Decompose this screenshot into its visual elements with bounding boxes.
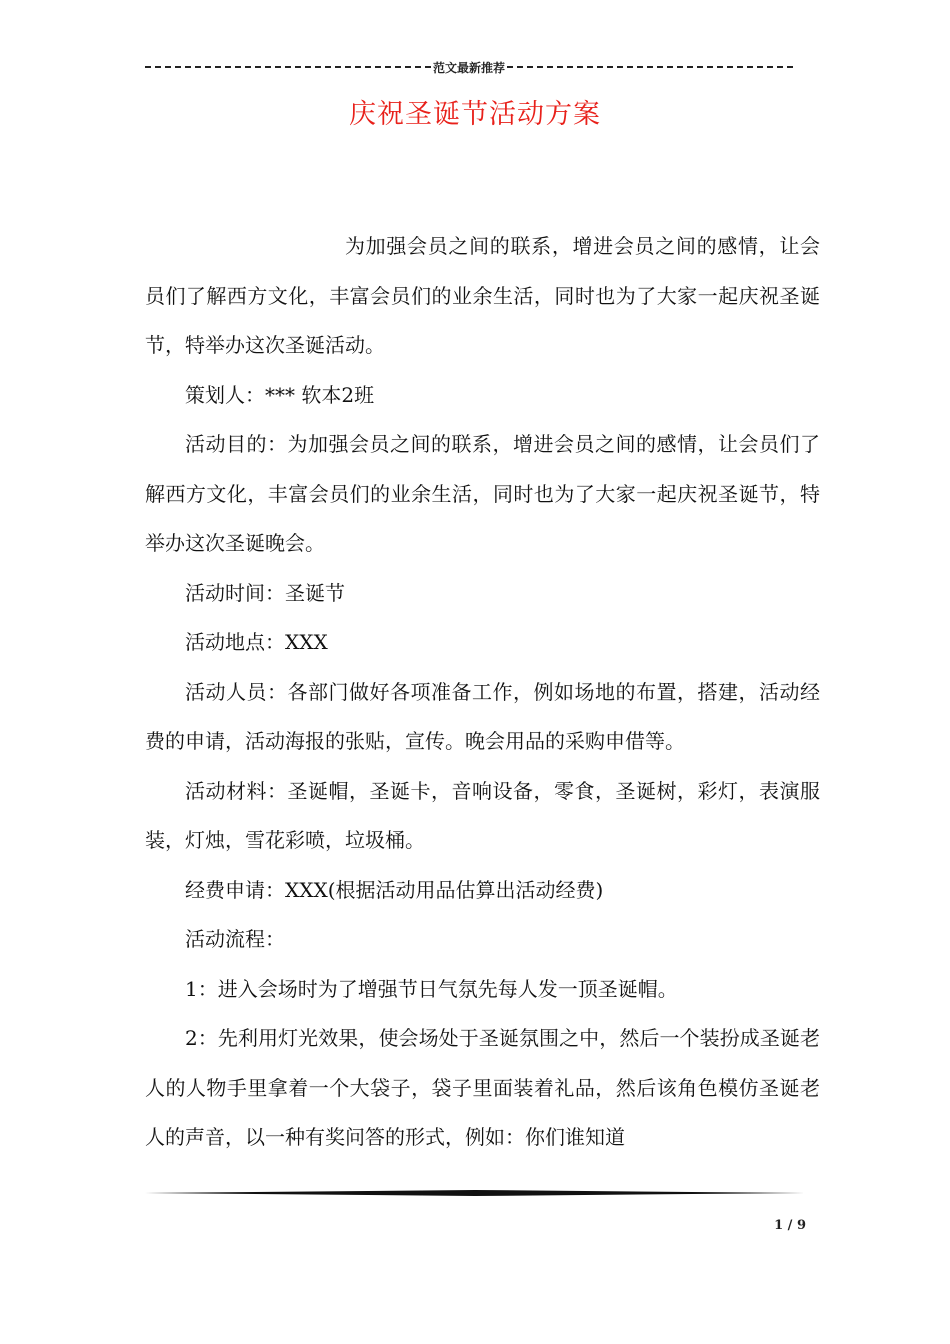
paragraph-staff: 活动人员：各部门做好各项准备工作，例如场地的布置，搭建，活动经费的申请，活动海报的张贴，宣传。晚会用品的采购申借等。 <box>145 679 820 753</box>
paragraph-process-heading: 活动流程： <box>185 927 285 951</box>
page-header <box>145 58 793 76</box>
header-dash-left <box>145 66 431 68</box>
paragraph-step-1: 1：进入会场时为了增强节日气氛先每人发一顶圣诞帽。 <box>185 976 678 1001</box>
footer-rule <box>145 1190 805 1196</box>
paragraph-budget: 经费申请：XXX(根据活动用品估算出活动经费) <box>185 877 604 902</box>
document-body <box>145 222 820 1163</box>
paragraph-location: 活动地点：XXX <box>185 630 328 654</box>
paragraph-time: 活动时间：圣诞节 <box>185 580 345 605</box>
paragraph-purpose: 活动目的：为加强会员之间的联系，增进会员之间的感情，让会员们了解西方文化，丰富会员们的业余生活，同时也为了大家一起庆祝圣诞节，特举办这次圣诞晚会。 <box>145 432 820 555</box>
header-dash-right <box>507 66 793 68</box>
paragraph-materials: 活动材料：圣诞帽，圣诞卡，音响设备，零食，圣诞树，彩灯，表演服装，灯烛，雪花彩喷，垃圾桶。 <box>145 778 820 852</box>
paragraph-planner: 策划人：*** 软本2班 <box>185 382 375 407</box>
document-title: 庆祝圣诞节活动方案 <box>349 99 601 130</box>
paragraph-intro: 为加强会员之间的联系，增进会员之间的感情，让会员们了解西方文化，丰富会员们的业余生活，同时也为了大家一起庆祝圣诞节，特举办这次圣诞活动。 <box>145 234 820 357</box>
page-number: 1 / 9 <box>774 1218 806 1233</box>
header-label: 范文最新推荐 <box>433 60 506 75</box>
paragraph-step-2: 2：先利用灯光效果，使会场处于圣诞氛围之中，然后一个装扮成圣诞老人的人物手里拿着一个大袋子，袋子里面装着礼品，然后该角色模仿圣诞老人的声音，以一种有奖问答的形式，例如：你们谁知道 <box>145 1026 820 1149</box>
